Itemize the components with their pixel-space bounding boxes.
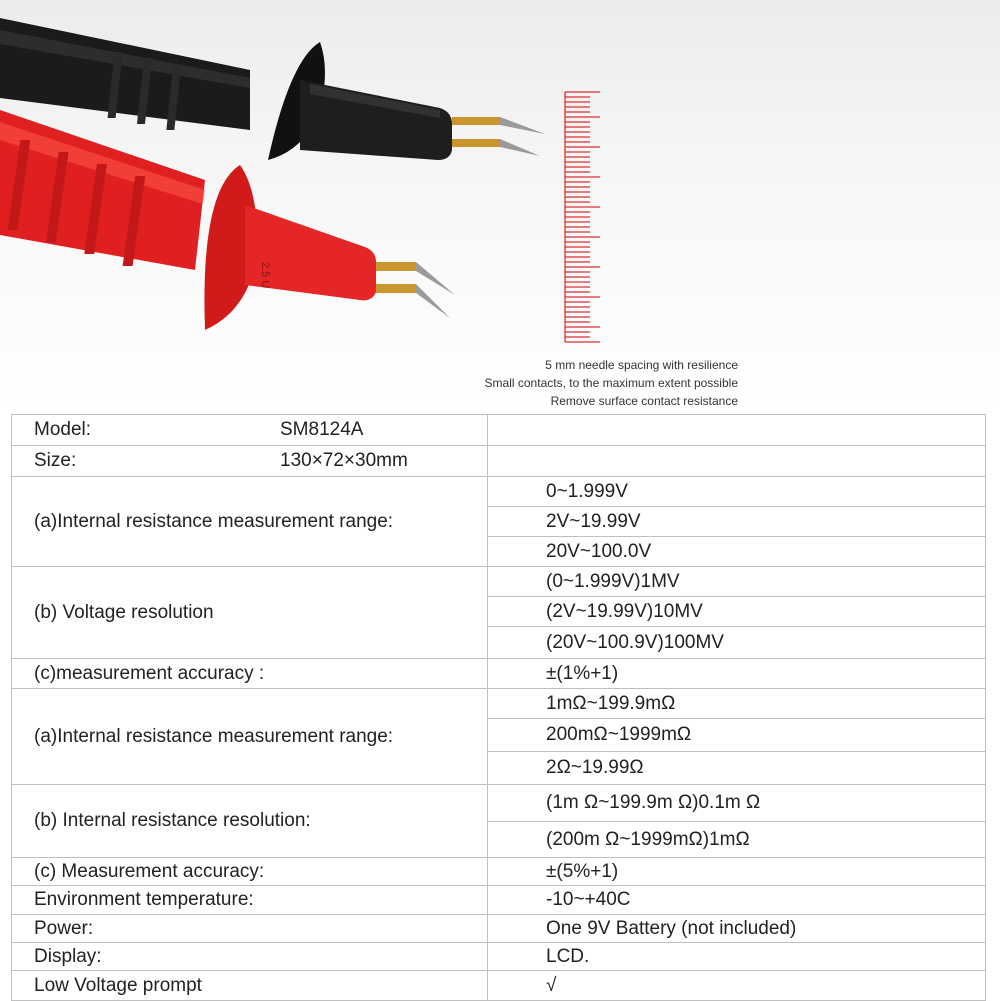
model-value: SM8124A — [280, 419, 364, 440]
low-voltage-label: Low Voltage prompt — [12, 971, 488, 1001]
voltage-range-value: 0~1.999V — [488, 477, 986, 507]
voltage-resolution-label: (b) Voltage resolution — [12, 567, 488, 659]
voltage-accuracy-label: (c)measurement accuracy : — [12, 659, 488, 689]
power-value: One 9V Battery (not included) — [488, 915, 986, 943]
spacing-ruler — [565, 92, 600, 342]
row-power — [12, 915, 986, 943]
resistance-resolution-value: (1m Ω~199.9m Ω)0.1m Ω — [488, 785, 986, 822]
voltage-resolution-value: (20V~100.9V)100MV — [488, 627, 986, 659]
spec-label-cell — [12, 446, 488, 477]
resistance-range-value: 200mΩ~1999mΩ — [488, 719, 986, 752]
product-photo — [0, 0, 1000, 412]
row-display — [12, 943, 986, 971]
voltage-resolution-value: (0~1.999V)1MV — [488, 567, 986, 597]
row-voltage-range-1 — [12, 477, 986, 507]
row-resistance-accuracy — [12, 858, 986, 886]
voltage-range-value: 20V~100.0V — [488, 537, 986, 567]
temperature-label: Environment temperature: — [12, 886, 488, 915]
size-value: 130×72×30mm — [280, 450, 408, 471]
resistance-range-value: 1mΩ~199.9mΩ — [488, 689, 986, 719]
probe-marking: 2.5 U — [259, 262, 271, 289]
row-voltage-accuracy — [12, 659, 986, 689]
low-voltage-value: √ — [488, 971, 986, 1001]
model-label: Model: — [34, 419, 92, 440]
row-resistance-range-1 — [12, 689, 986, 719]
voltage-range-value: 2V~19.99V — [488, 507, 986, 537]
row-voltage-resolution-1 — [12, 567, 986, 597]
row-model — [12, 415, 986, 446]
voltage-range-label: (a)Internal resistance measurement range: — [12, 477, 488, 567]
temperature-value: -10~+40C — [488, 886, 986, 915]
voltage-accuracy-value: ±(1%+1) — [488, 659, 986, 689]
resistance-range-label: (a)Internal resistance measurement range: — [12, 689, 488, 785]
resistance-resolution-value: (200m Ω~1999mΩ)1mΩ — [488, 822, 986, 858]
voltage-resolution-value: (2V~19.99V)10MV — [488, 597, 986, 627]
red-needles — [376, 262, 455, 318]
resistance-accuracy-value: ±(5%+1) — [488, 858, 986, 886]
power-label: Power: — [12, 915, 488, 943]
resistance-range-value: 2Ω~19.99Ω — [488, 752, 986, 785]
row-size — [12, 446, 986, 477]
display-label: Display: — [12, 943, 488, 971]
row-temperature — [12, 886, 986, 915]
row-resistance-resolution-1 — [12, 785, 986, 822]
display-value: LCD. — [488, 943, 986, 971]
feature-captions — [485, 356, 738, 410]
empty-cell — [488, 446, 986, 477]
spec-table — [11, 414, 986, 1001]
empty-cell — [488, 415, 986, 446]
resistance-resolution-label: (b) Internal resistance resolution: — [12, 785, 488, 858]
caption-contact-resistance: Remove surface contact resistance — [550, 394, 738, 408]
black-needles — [452, 117, 545, 156]
spec-label-cell — [12, 415, 488, 446]
row-low-voltage — [12, 971, 986, 1001]
probe-illustration — [0, 0, 1000, 412]
caption-needle-spacing: 5 mm needle spacing with resilience — [545, 358, 738, 372]
resistance-accuracy-label: (c) Measurement accuracy: — [12, 858, 488, 886]
caption-small-contacts: Small contacts, to the maximum extent possible — [484, 376, 738, 390]
size-label: Size: — [34, 450, 77, 471]
